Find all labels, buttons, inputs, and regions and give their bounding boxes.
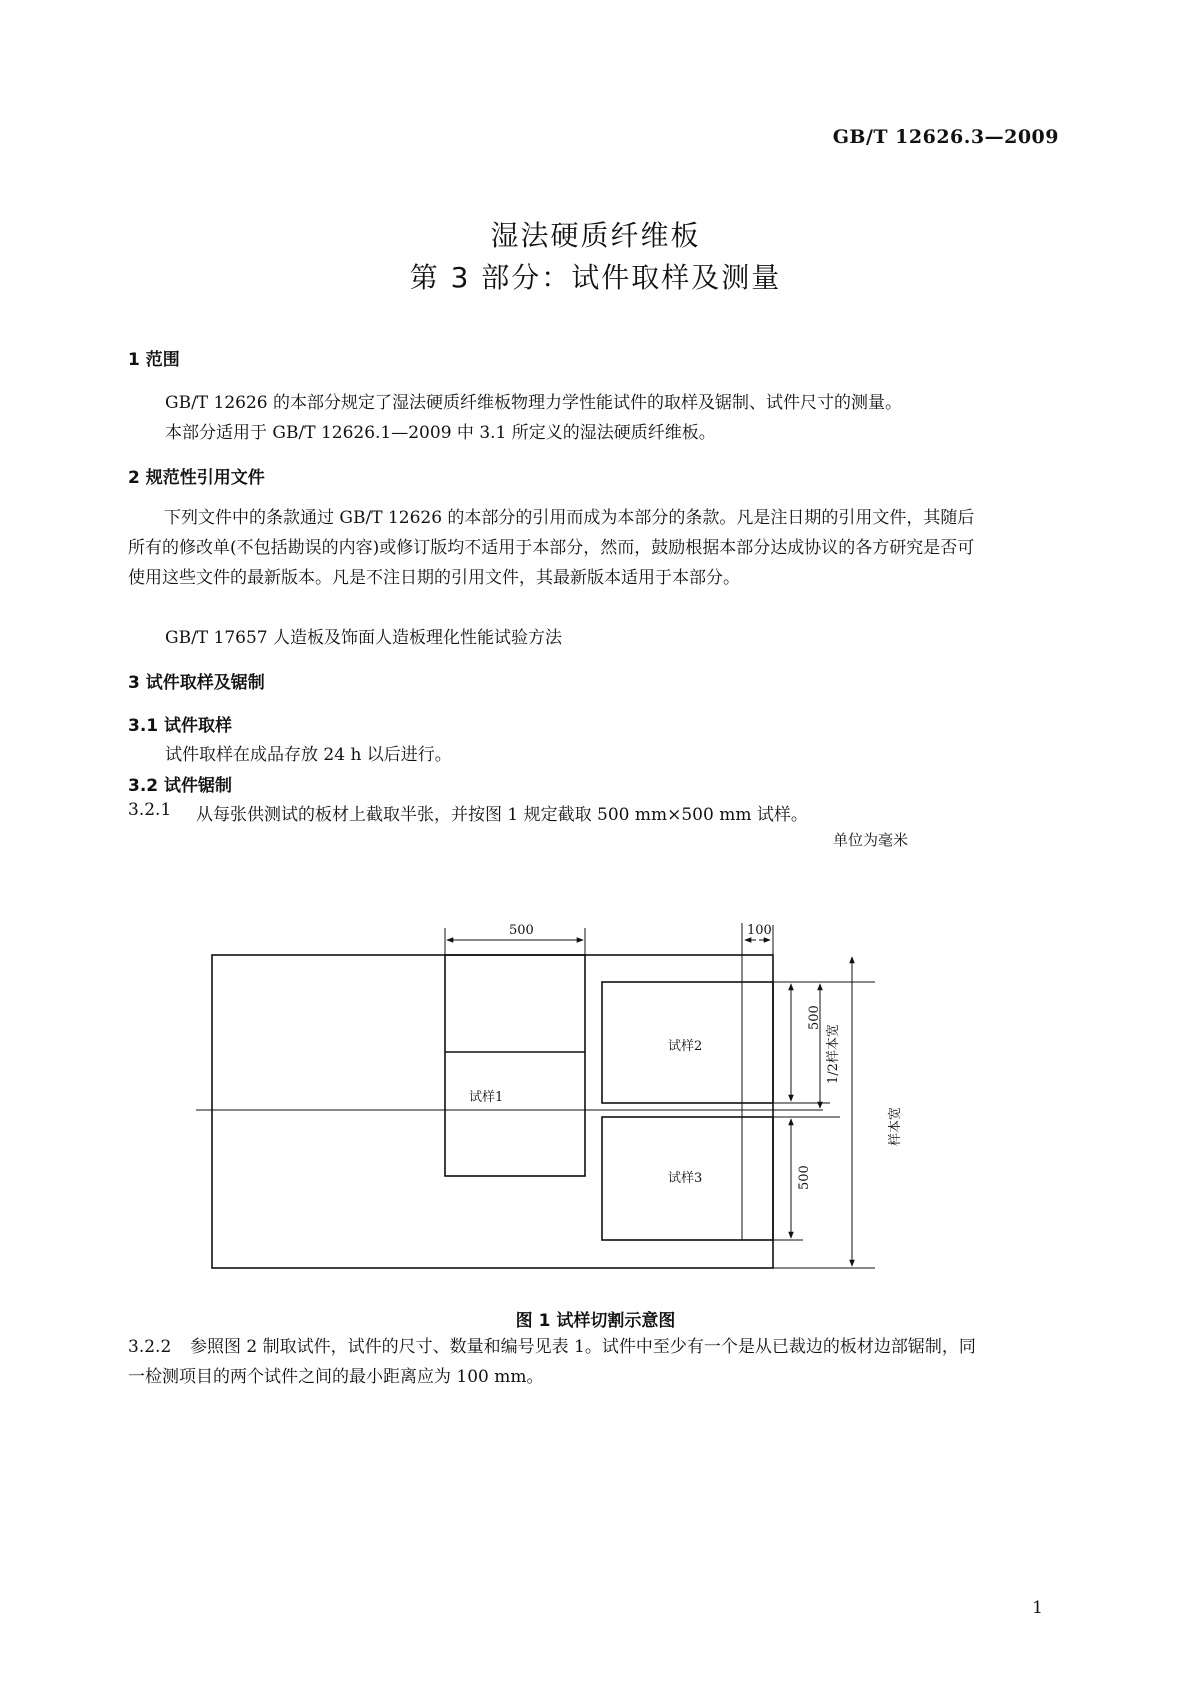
document-title: 湿法硬质纤维板 xyxy=(490,219,701,252)
section-3-heading: 3 试件取样及锯制 xyxy=(128,673,265,693)
clause-3-2-2-number: 3.2.2 xyxy=(128,1337,172,1357)
sample-2-label: 试样2 xyxy=(668,1039,703,1054)
clause-3-2-1-number: 3.2.1 xyxy=(128,800,172,820)
dim-label-half-width: 1/2样本宽 xyxy=(826,1024,841,1084)
sample-1-box xyxy=(445,955,585,1176)
standard-number: GB/T 12626.3—2009 xyxy=(832,126,1059,148)
section-2-paragraph: 下列文件中的条款通过 GB/T 12626 的本部分的引用而成为本部分的条款。凡是注日期的引用文件，其随后所有的修改单(不包括勘误的内容)或修订版均不适用于本部分，然而，鼓励根据本部分达成协议的各方研究是否可使用这些文件的最新版本。凡是不注日期的引用文件，其最新版本适用于本部分。 xyxy=(128,508,975,588)
document-subtitle: 第 3 部分：试件取样及测量 xyxy=(409,261,782,294)
normative-reference: GB/T 17657 人造板及饰面人造板理化性能试验方法 xyxy=(165,628,563,648)
figure-1-caption: 图 1 试样切割示意图 xyxy=(515,1311,676,1331)
section-3-2-heading: 3.2 试件锯制 xyxy=(128,776,233,796)
clause-3-2-2-text: 参照图 2 制取试件，试件的尺寸、数量和编号见表 1。试件中至少有一个是从已裁边的板材边部锯制，同一检测项目的两个试件之间的最小距离应为 100 mm。 xyxy=(128,1337,976,1387)
section-1-paragraph-2: 本部分适用于 GB/T 12626.1—2009 中 3.1 所定义的湿法硬质纤维板。 xyxy=(165,423,716,443)
section-1-heading: 1 范围 xyxy=(128,350,180,370)
dim-label-top-500: 500 xyxy=(509,923,534,938)
unit-note: 单位为毫米 xyxy=(833,831,909,849)
dim-label-right-500-lower: 500 xyxy=(797,1165,812,1190)
section-2-heading: 2 规范性引用文件 xyxy=(128,468,265,488)
dim-label-full-width: 样本宽 xyxy=(888,1106,903,1146)
sample-1-label: 试样1 xyxy=(469,1090,504,1105)
clause-3-2-1-text: 从每张供测试的板材上截取半张，并按图 1 规定截取 500 mm×500 mm 试样。 xyxy=(196,805,808,825)
section-3-1-heading: 3.1 试件取样 xyxy=(128,716,233,736)
dim-label-top-100: 100 xyxy=(747,923,772,938)
section-3-1-text: 试件取样在成品存放 24 h 以后进行。 xyxy=(165,745,452,765)
page-number: 1 xyxy=(1032,1598,1043,1618)
dim-label-right-500-upper: 500 xyxy=(807,1005,822,1030)
sample-3-label: 试样3 xyxy=(668,1171,703,1186)
board-outline xyxy=(212,955,773,1268)
section-1-paragraph-1: GB/T 12626 的本部分规定了湿法硬质纤维板物理力学性能试件的取样及锯制、试件尺寸的测量。 xyxy=(165,393,903,413)
